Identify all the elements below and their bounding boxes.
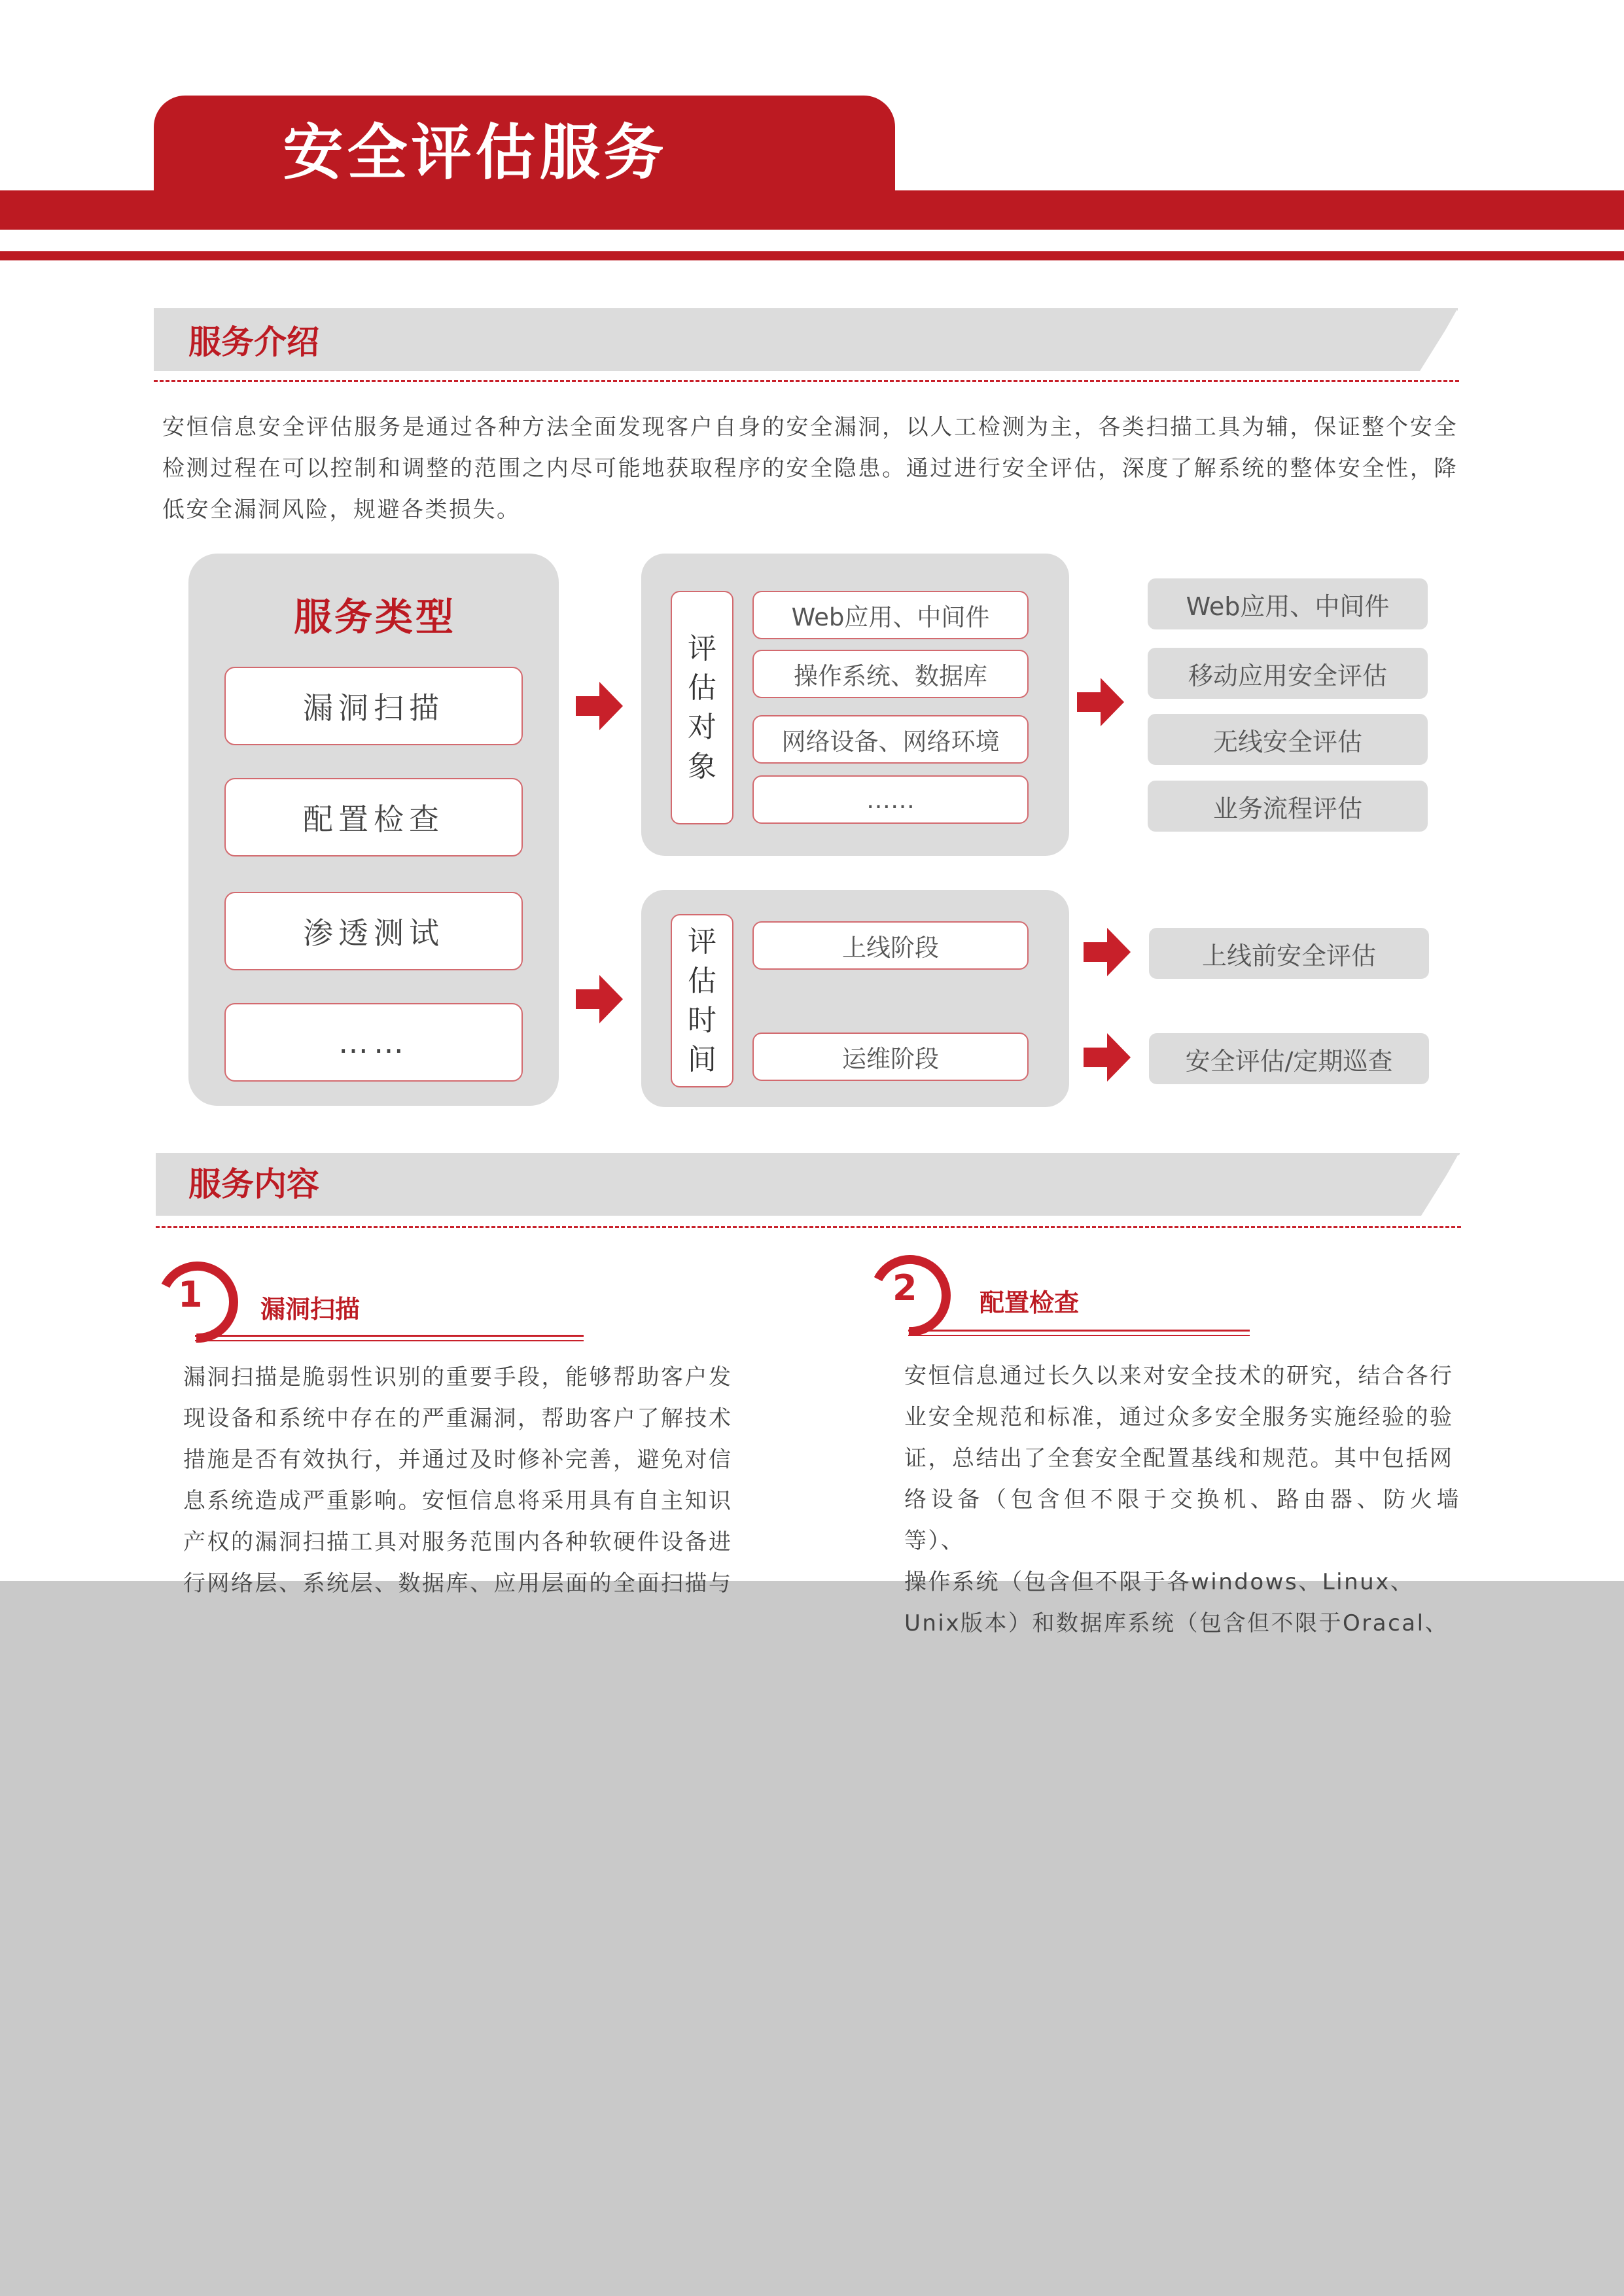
arrow-right-icon (1084, 1033, 1131, 1082)
item-underline (908, 1335, 1250, 1336)
result-business-flow: 业务流程评估 (1148, 781, 1428, 832)
service-type-config-check: 配置检查 (224, 778, 523, 857)
arrow-right-icon (1077, 678, 1124, 726)
arrow-right-icon (576, 682, 623, 730)
result-periodic: 安全评估/定期巡查 (1149, 1033, 1429, 1084)
item-title-vuln-scan: 漏洞扫描 (260, 1295, 361, 1324)
timing-item-ops: 运维阶段 (752, 1033, 1029, 1081)
page-title: 安全评估服务 (283, 118, 668, 188)
section-header-slash (1420, 308, 1459, 371)
section-header-intro (154, 308, 1458, 371)
item-text-config-check: 安恒信息通过长久以来对安全技术的研究，结合各行 业安全规范和标准，通过众多安全服务实施经验的验 证，总结出了全套安全配置基线和规范。其中包括网 络设备（包含但不限于交换机、路由器、防火墙等）、 操作系统（包含但不限于各windows、Linux、 Unix版本）和数据库系统（包含但不限于Oracal、 (904, 1363, 1460, 1636)
item-number-2: 2 (892, 1267, 917, 1309)
item-title-config-check: 配置检查 (980, 1288, 1080, 1317)
timing-label: 评 估 时 间 (671, 914, 733, 1087)
item-text-vuln-scan: 漏洞扫描是脆弱性识别的重要手段，能够帮助客户发 现设备和系统中存在的严重漏洞，帮助客户了解技术 措施是否有效执行，并通过及时修补完善，避免对信 息系统造成严重影响。安恒信息将采用具有自主知识 产权的漏洞扫描工具对服务范围内各种软硬件设备进 行网络层、系统层、数据库、应用层面的全面扫描与 (183, 1364, 733, 1597)
title-underline (0, 251, 1624, 260)
arrow-right-icon (576, 975, 623, 1023)
target-item-os-db: 操作系统、数据库 (752, 650, 1029, 698)
dashed-divider (154, 380, 1459, 382)
item-underline (908, 1330, 1250, 1332)
dashed-divider (156, 1226, 1461, 1228)
result-wireless: 无线安全评估 (1148, 714, 1428, 765)
item-underline (195, 1335, 584, 1337)
result-pre-launch: 上线前安全评估 (1149, 928, 1429, 979)
section-title-intro: 服务介绍 (188, 323, 319, 361)
result-mobile: 移动应用安全评估 (1148, 648, 1428, 699)
timing-item-online: 上线阶段 (752, 921, 1029, 970)
service-type-more: …… (224, 1003, 523, 1082)
service-type-pentest: 渗透测试 (224, 892, 523, 970)
section-header-content (156, 1153, 1460, 1216)
target-item-more: …… (752, 775, 1029, 824)
target-item-network: 网络设备、网络环境 (752, 715, 1029, 764)
section-title-content: 服务内容 (188, 1165, 319, 1203)
result-web: Web应用、中间件 (1148, 578, 1428, 629)
service-types-title: 服务类型 (293, 595, 456, 639)
arrow-right-icon (1084, 928, 1131, 976)
service-type-vuln-scan: 漏洞扫描 (224, 667, 523, 745)
item-number-1: 1 (178, 1274, 203, 1315)
intro-paragraph: 安恒信息安全评估服务是通过各种方法全面发现客户自身的安全漏洞，以人工检测为主，各类扫描工具为辅，保证整个安全检测过程在可以控制和调整的范围之内尽可能地获取程序的安全隐患。通过进行安全评估，深度了解系统的整体安全性，降低安全漏洞风险，规避各类损失。 (162, 414, 1458, 523)
targets-label: 评 估 对 象 (671, 591, 733, 824)
item-underline (195, 1340, 584, 1341)
section-header-slash (1421, 1153, 1460, 1216)
title-band (0, 190, 1624, 230)
target-item-web: Web应用、中间件 (752, 591, 1029, 639)
